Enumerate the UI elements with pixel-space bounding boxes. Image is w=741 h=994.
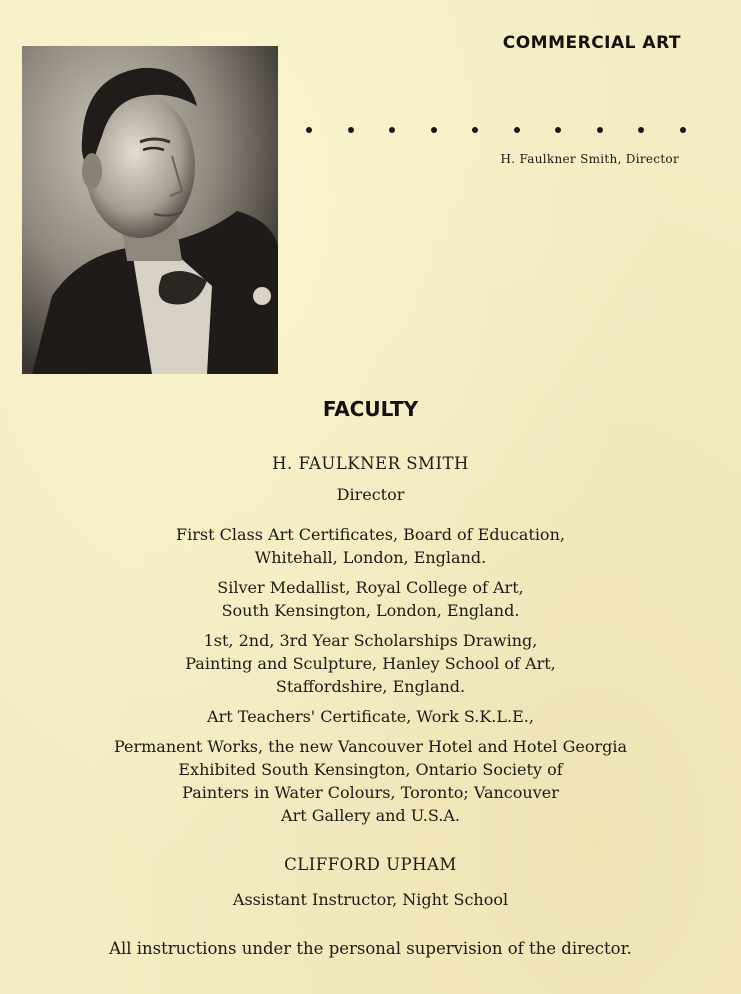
- credential-line: South Kensington, London, England.: [221, 601, 520, 620]
- credential-block: [0, 629, 741, 698]
- credential-block: [0, 523, 741, 569]
- credential-line: Art Gallery and U.S.A.: [281, 806, 460, 825]
- faculty-role-2: Assistant Instructor, Night School: [232, 890, 509, 909]
- director-portrait-photo: [22, 46, 278, 374]
- credential-block: [0, 735, 741, 827]
- director-caption: H. Faulkner Smith, Director: [500, 152, 679, 166]
- credential-line: Staffordshire, England.: [275, 677, 466, 696]
- page-header-title: COMMERCIAL ART: [502, 33, 681, 53]
- credential-block: [0, 576, 741, 622]
- credential-line: Painters in Water Colours, Toronto; Vancouver: [182, 783, 559, 802]
- credential-line: Art Teachers' Certificate, Work S.K.L.E.,: [207, 707, 534, 726]
- faculty-role-1: Director: [336, 485, 405, 504]
- faculty-name-1: H. FAULKNER SMITH: [272, 454, 469, 473]
- credential-line: First Class Art Certificates, Board of Education,: [176, 525, 565, 544]
- credential-line: Exhibited South Kensington, Ontario Society of: [178, 760, 563, 779]
- decorative-dot-divider: [306, 122, 686, 138]
- credential-block: [0, 705, 741, 728]
- credential-line: Permanent Works, the new Vancouver Hotel and Hotel Georgia: [113, 737, 628, 756]
- faculty-heading: FACULTY: [322, 397, 419, 421]
- footer-note: All instructions under the personal supervision of the director.: [109, 939, 632, 958]
- credential-line: 1st, 2nd, 3rd Year Scholarships Drawing,: [203, 631, 538, 650]
- credential-line: Silver Medallist, Royal College of Art,: [217, 578, 524, 597]
- faculty-name-2: CLIFFORD UPHAM: [284, 855, 457, 874]
- credential-line: Painting and Sculpture, Hanley School of Art,: [185, 654, 556, 673]
- credential-line: Whitehall, London, England.: [254, 548, 487, 567]
